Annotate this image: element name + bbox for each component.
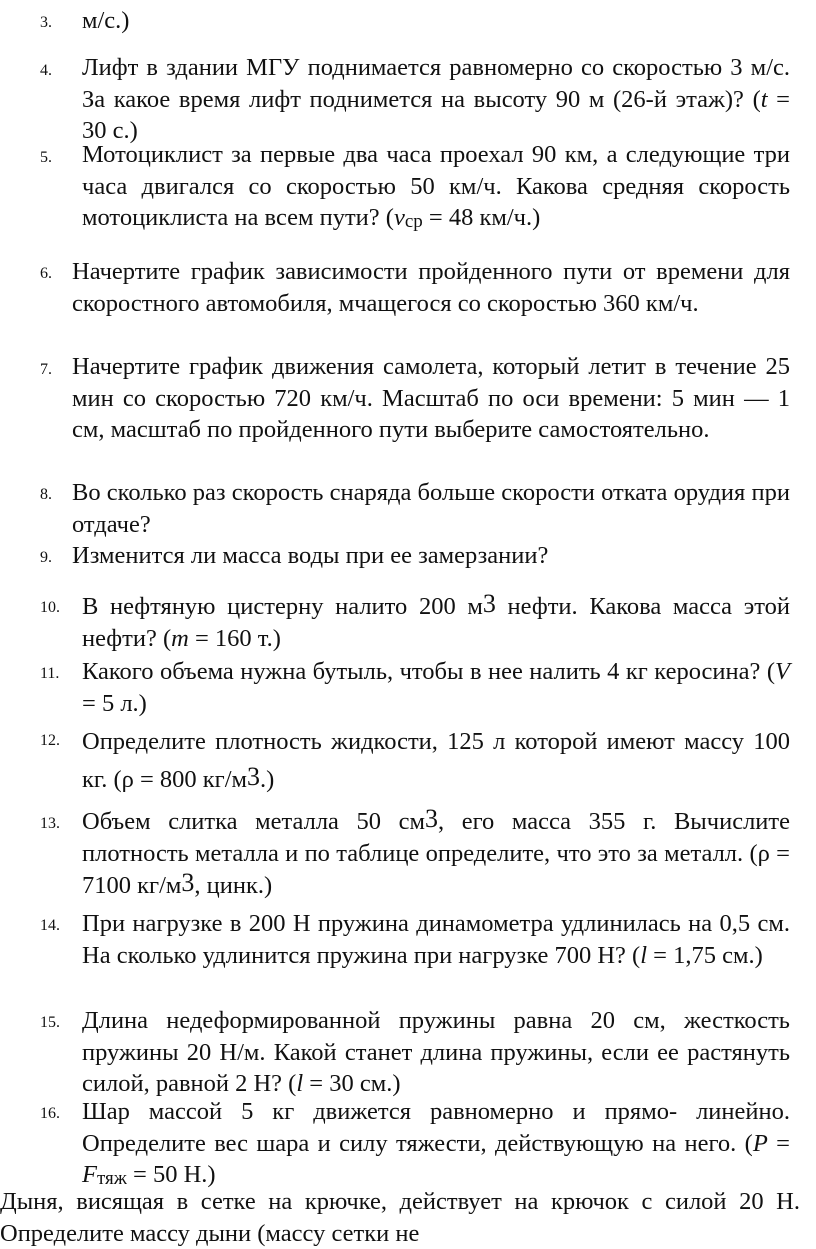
item-number: 6.	[40, 265, 52, 282]
item-number: 7.	[40, 361, 52, 378]
item-text: В нефтяную цистерну налито 200 $м^3$ нефти. Какова масса этой нефти? (m = 160 т.)	[82, 589, 790, 652]
item-number: 16.	[40, 1105, 60, 1122]
item-text: Начертите график движения самолета, который летит в течение 25 мин со скоростью 720 км/ч. Масштаб по оси времени: 5 мин — 1 см, масштаб по пройденного пути выберите самостоятельно.	[72, 353, 790, 443]
item-text: Мотоциклист за первые два часа проехал 90 км, а следующие три часа двигался со скоростью 50 км/ч. Какова средняя скорость мотоциклиста на всем пути? ($v_{ср} = 48$ км/ч.)	[82, 141, 790, 232]
item-text: Шар массой 5 кг движется равномерно и прямо- линейно. Определите вес шара и силу тяжести, действующую на него. ($P = F_{тяж} = 50$ Н.)	[82, 1098, 790, 1189]
item-text: м/с.)	[82, 7, 130, 34]
item-text: Изменится ли масса воды при ее замерзании?	[72, 542, 549, 569]
item-text: Лифт в здании МГУ поднимается равномерно со скоростью 3 м/с. За какое время лифт поднимется на высоту 90 м (26-й этаж)? (t = 30 с.)	[82, 54, 790, 144]
item-text: Длина недеформированной пружины равна 20 см, жесткость пружины 20 Н/м. Какой станет длина пружины, если ее растянуть силой, равной 2 Н? (l = 30 см.)	[82, 1007, 790, 1097]
item-number: 12.	[40, 732, 60, 749]
item-text: При нагрузке в 200 Н пружина динамометра удлинилась на 0,5 см. На сколько удлинится пружина при нагрузке 700 Н? (l = 1,75 см.)	[82, 910, 790, 969]
item-number: 13.	[40, 815, 60, 832]
item-text: Определите плотность жидкости, 125 л которой имеют массу 100 кг. (ρ = 800 $кг/м^3$.)	[82, 728, 790, 793]
item-number: 4.	[40, 62, 52, 79]
item-number: 10.	[40, 599, 60, 616]
item-text: Объем слитка металла 50 $см^3$, его масса 355 г. Вычислите плотность металла и по таблице определите, что это за металл. (ρ = 7100 $кг/м^3$, цинк.)	[82, 804, 790, 899]
item-text: Во сколько раз скорость снаряда больше скорости отката орудия при отдаче?	[72, 479, 790, 538]
item-number: 8.	[40, 486, 52, 503]
item-number: 14.	[40, 917, 60, 934]
trailing-paragraph: Дыня, висящая в сетке на крючке, действует на крючок с силой 20 Н. Определите массу дыни (массу сетки не	[0, 1188, 800, 1247]
item-number: 3.	[40, 14, 52, 31]
item-number: 9.	[40, 549, 52, 566]
item-number: 11.	[40, 665, 60, 682]
item-number: 15.	[40, 1014, 60, 1031]
item-text: Начертите график зависимости пройденного пути от времени для скоростного автомобиля, мчащегося со скоростью 360 км/ч.	[72, 258, 790, 317]
item-text: Какого объема нужна бутыль, чтобы в нее налить 4 кг керосина? (V = 5 л.)	[82, 658, 790, 717]
item-number: 5.	[40, 149, 52, 166]
